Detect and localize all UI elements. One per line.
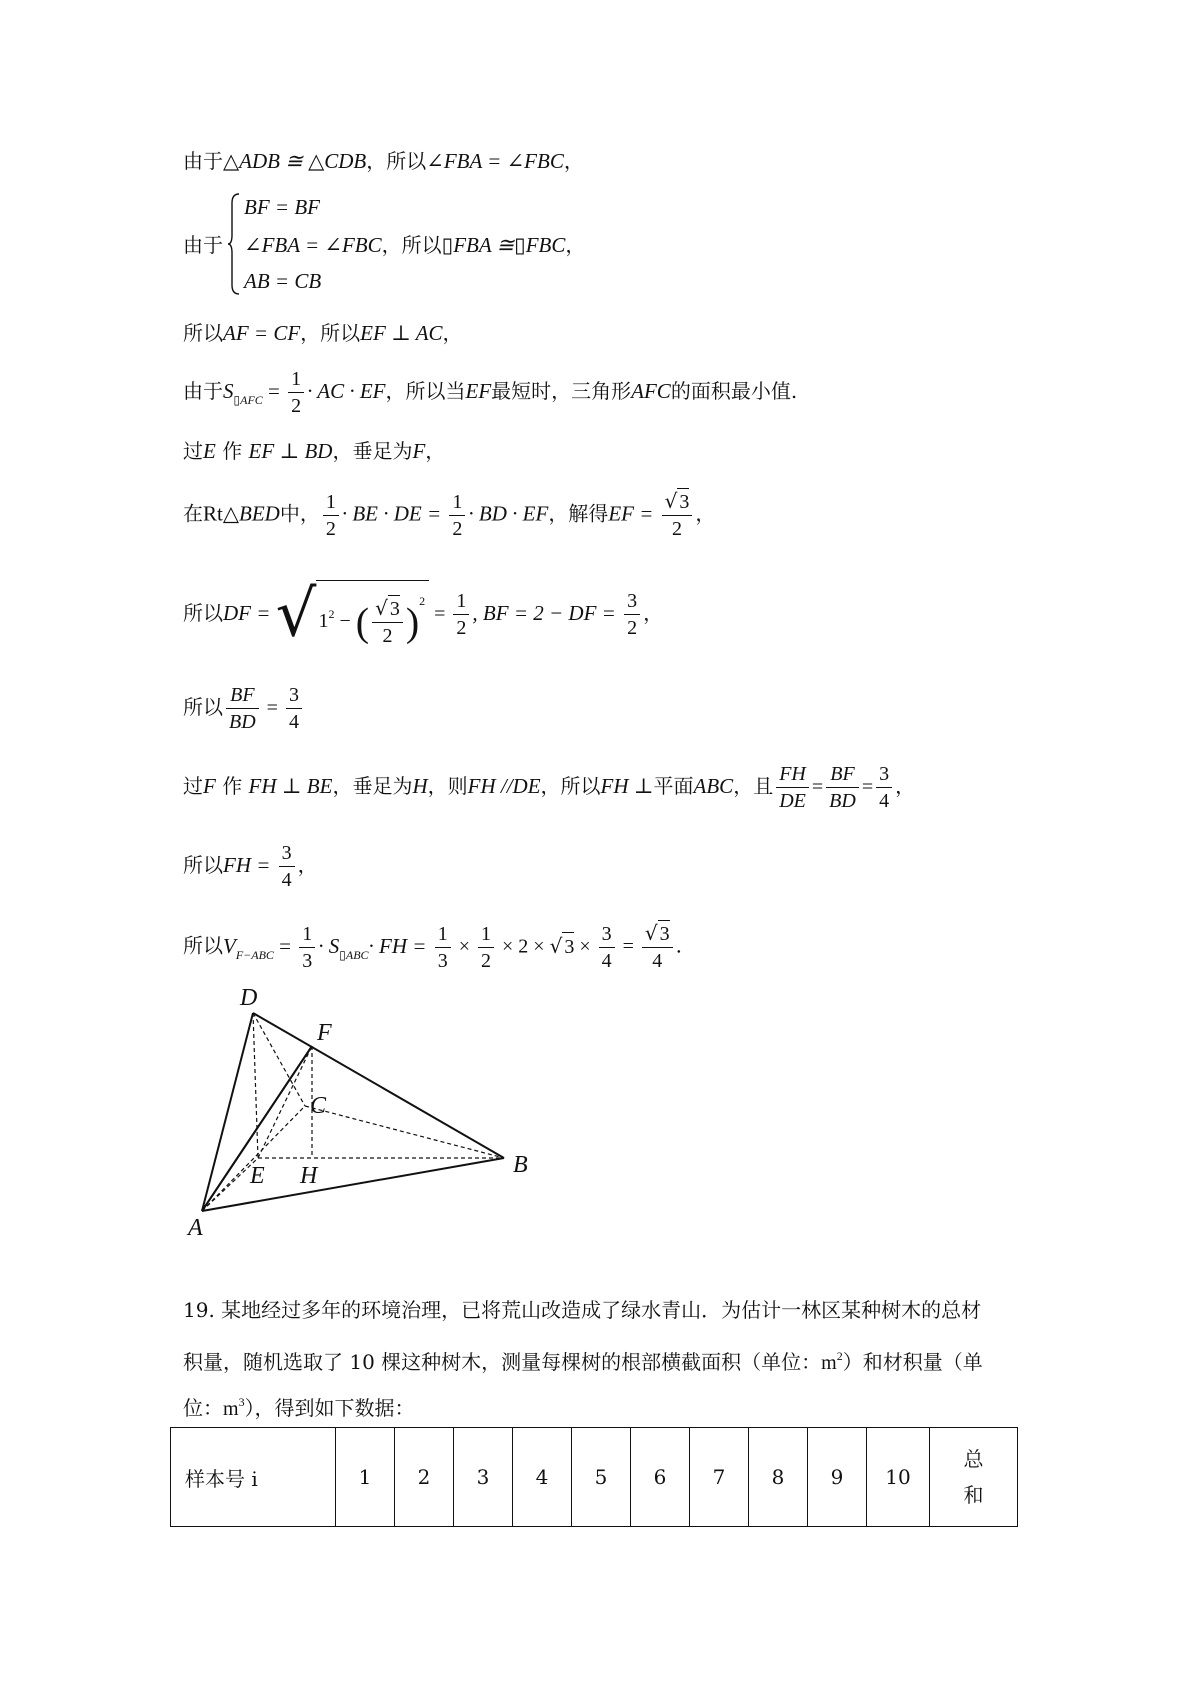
label-H: H bbox=[300, 1163, 318, 1189]
text: ， bbox=[297, 853, 318, 877]
text: ，所以当 bbox=[385, 379, 466, 403]
math: FH = bbox=[223, 853, 276, 877]
math: EF = bbox=[608, 501, 659, 526]
text: 由于 bbox=[183, 233, 223, 257]
text: ，且 bbox=[733, 774, 774, 798]
math-tri-congruence: ▯FBA ≅▯FBC bbox=[441, 233, 566, 257]
text: 所以 bbox=[183, 695, 223, 719]
fraction: $\frac{√ 3}{4}$ bbox=[642, 920, 673, 974]
math: FH //DE bbox=[467, 774, 541, 798]
label-E: E bbox=[250, 1163, 265, 1189]
math: · AC · EF bbox=[307, 379, 386, 403]
text: 中， bbox=[279, 501, 320, 526]
table-total-cell: 总 和 bbox=[930, 1428, 1018, 1527]
label-D: D bbox=[240, 985, 258, 1011]
problem-19-line-1: 19. 某地经过多年的环境治理，已将荒山改造成了绿水青山．为估计一林区某种树木的总材 bbox=[183, 1298, 982, 1322]
table-cell: 7 bbox=[690, 1428, 749, 1527]
fraction: $\frac{1}{2}$ bbox=[323, 489, 339, 542]
proof-line-7: 所以DF = √ $1^2$ − ( $\frac{√ 3}{2}$ )$^2$ = $\frac{1}{2}$ , BF = 2 − DF = $\frac{3}{2}$ ， bbox=[183, 577, 664, 652]
math: DF = bbox=[223, 601, 276, 626]
fraction: $\frac{BF}{BD}$ bbox=[226, 682, 259, 735]
sqrt-expression: √ $1^2$ − ( $\frac{√ 3}{2}$ )$^2$ bbox=[276, 580, 429, 649]
problem-19-line-2: 积量，随机选取了 10 棵这种树木，测量每棵树的根部横截面积（单位：$m^2$）和材积量（单 bbox=[183, 1349, 983, 1374]
fraction: $\frac{1}{3}$ bbox=[299, 921, 315, 974]
math: H bbox=[412, 774, 428, 798]
math: · $S_{▯ABC}\cdot$ FH = bbox=[318, 933, 432, 962]
text: 由于 bbox=[183, 149, 223, 173]
text: 作 bbox=[222, 439, 243, 463]
sample-table bbox=[170, 1427, 1018, 1527]
text: 所以 bbox=[183, 853, 223, 877]
fraction: $\frac{3}{4}$ bbox=[876, 761, 892, 814]
math: , BF = 2 − DF = bbox=[472, 601, 622, 626]
fraction: $\frac{3}{4}$ bbox=[279, 840, 295, 893]
math: EF ⊥ AC bbox=[360, 321, 443, 345]
text: ， bbox=[695, 501, 716, 526]
table-cell: 10 bbox=[867, 1428, 930, 1527]
table-cell: 4 bbox=[513, 1428, 572, 1527]
math-area: $S_{▯AFC}$ = bbox=[223, 379, 286, 407]
fraction: $\frac{1}{2}$ bbox=[449, 489, 465, 542]
text: ， bbox=[565, 233, 586, 257]
table-cell: 9 bbox=[808, 1428, 867, 1527]
proof-line-3 bbox=[183, 319, 463, 347]
text: 过 bbox=[183, 439, 203, 463]
proof-line-9: 过F 作 FH ⊥ BE，垂足为H，则FH //DE，所以FH ⊥平面ABC，且 $\frac{FH}{DE}$ = $\frac{BF}{BD}$ = $\frac{3}{4}$ ， bbox=[183, 763, 916, 812]
fraction: $\frac{1}{3}$ bbox=[435, 921, 451, 974]
math: EF ⊥ BD bbox=[248, 439, 333, 463]
math-angle-equality: ∠FBA = ∠FBC bbox=[426, 149, 564, 173]
text: 最短时，三角形 bbox=[491, 379, 632, 403]
math: · BE · DE = bbox=[341, 501, 447, 526]
math: ABC bbox=[693, 774, 734, 798]
text: ，所以 bbox=[366, 149, 427, 173]
fraction: $\frac{3}{4}$ bbox=[599, 921, 615, 974]
proof-line-5 bbox=[183, 437, 445, 465]
math: E bbox=[203, 439, 216, 463]
text: 所以 bbox=[183, 321, 223, 345]
table-cell: 8 bbox=[749, 1428, 808, 1527]
text: ，解得 bbox=[548, 501, 609, 526]
text: 的面积最小值. bbox=[670, 379, 798, 403]
fraction: $\frac{FH}{DE}$ bbox=[776, 761, 809, 814]
text: 作 bbox=[222, 774, 243, 798]
text: ，垂足为 bbox=[332, 439, 413, 463]
proof-line-10 bbox=[183, 840, 318, 893]
system-row-1: BF = BF bbox=[244, 195, 320, 219]
table-header-cell: 样本号 i bbox=[171, 1428, 336, 1527]
text: ，所以 bbox=[381, 233, 442, 257]
text: 在 bbox=[183, 501, 203, 526]
fraction: $\frac{3}{2}$ bbox=[624, 588, 640, 641]
math-congruence: △ADB ≅ △CDB bbox=[223, 149, 367, 173]
text: ， bbox=[442, 321, 463, 345]
math: F bbox=[203, 774, 216, 798]
text: ，则 bbox=[427, 774, 468, 798]
fraction: $\frac{3}{4}$ bbox=[286, 682, 302, 735]
proof-line-2-label bbox=[183, 231, 223, 259]
proof-line-8: 所以 $\frac{BF}{BD}$ = $\frac{3}{4}$ bbox=[183, 682, 305, 735]
text: ， bbox=[425, 439, 446, 463]
table-cell: 2 bbox=[395, 1428, 454, 1527]
system-row-3: AB = CB bbox=[244, 269, 322, 293]
table-cell: 6 bbox=[631, 1428, 690, 1527]
label-B: B bbox=[513, 1152, 528, 1178]
table-cell: 5 bbox=[572, 1428, 631, 1527]
math: · BD · EF bbox=[468, 501, 549, 526]
proof-line-4 bbox=[183, 366, 797, 419]
math-volume: $V_{F-ABC}$ = bbox=[223, 933, 297, 962]
fraction: $\frac{1}{2}$ bbox=[288, 366, 304, 419]
text: ， bbox=[563, 149, 584, 173]
label-C: C bbox=[310, 1093, 327, 1119]
math: AF = CF bbox=[223, 321, 301, 345]
table-cell: 1 bbox=[336, 1428, 395, 1527]
label-A: A bbox=[188, 1215, 203, 1240]
tetrahedron-figure bbox=[180, 980, 540, 1240]
math: AFC bbox=[631, 379, 671, 403]
fraction: $\frac{1}{2}$ bbox=[478, 921, 494, 974]
fraction: $\frac{BF}{BD}$ bbox=[826, 761, 859, 814]
text: ，所以 bbox=[540, 774, 601, 798]
math: ∠FBA = ∠FBC bbox=[244, 233, 382, 257]
math: △BED bbox=[222, 501, 280, 526]
proof-line-11: 所以$V_{F-ABC}$ = $\frac{1}{3}$ · $S_{▯ABC}\cdot$ FH = $\frac{1}{3}$ × $\frac{1}{2}$ × 2 × √ 3 × $\frac{3}{4}$ = $\frac{√ 3}{4}$ . bbox=[183, 921, 682, 972]
text: ， bbox=[643, 601, 664, 626]
text: 所以 bbox=[183, 933, 223, 958]
text: 过 bbox=[183, 774, 203, 798]
fraction: $\frac{1}{2}$ bbox=[453, 588, 469, 641]
text: ，垂足为 bbox=[332, 774, 413, 798]
table-row bbox=[171, 1428, 1018, 1527]
label-F: F bbox=[317, 1020, 332, 1046]
text: 由于 bbox=[183, 379, 223, 403]
text: 平面 bbox=[653, 774, 694, 798]
math: F bbox=[412, 439, 426, 463]
text: ，所以 bbox=[300, 321, 361, 345]
system-row-2 bbox=[244, 231, 585, 259]
math: EF bbox=[465, 379, 492, 403]
left-brace bbox=[228, 193, 240, 295]
text: 所以 bbox=[183, 601, 223, 626]
fraction: $\frac{√ 3}{2}$ bbox=[662, 488, 693, 542]
proof-line-6: 在Rt△BED中， $\frac{1}{2}$ · BE · DE = $\frac{1}{2}$ · BD · EF，解得EF = $\frac{√ 3}{2}$ ， bbox=[183, 489, 716, 540]
problem-19-line-3: 位：$m^3$），得到如下数据： bbox=[183, 1395, 415, 1420]
math: FH ⊥ bbox=[600, 774, 654, 798]
math: FH ⊥ BE bbox=[248, 774, 333, 798]
table-cell: 3 bbox=[454, 1428, 513, 1527]
text: ， bbox=[895, 774, 916, 798]
proof-line-1 bbox=[183, 147, 584, 175]
